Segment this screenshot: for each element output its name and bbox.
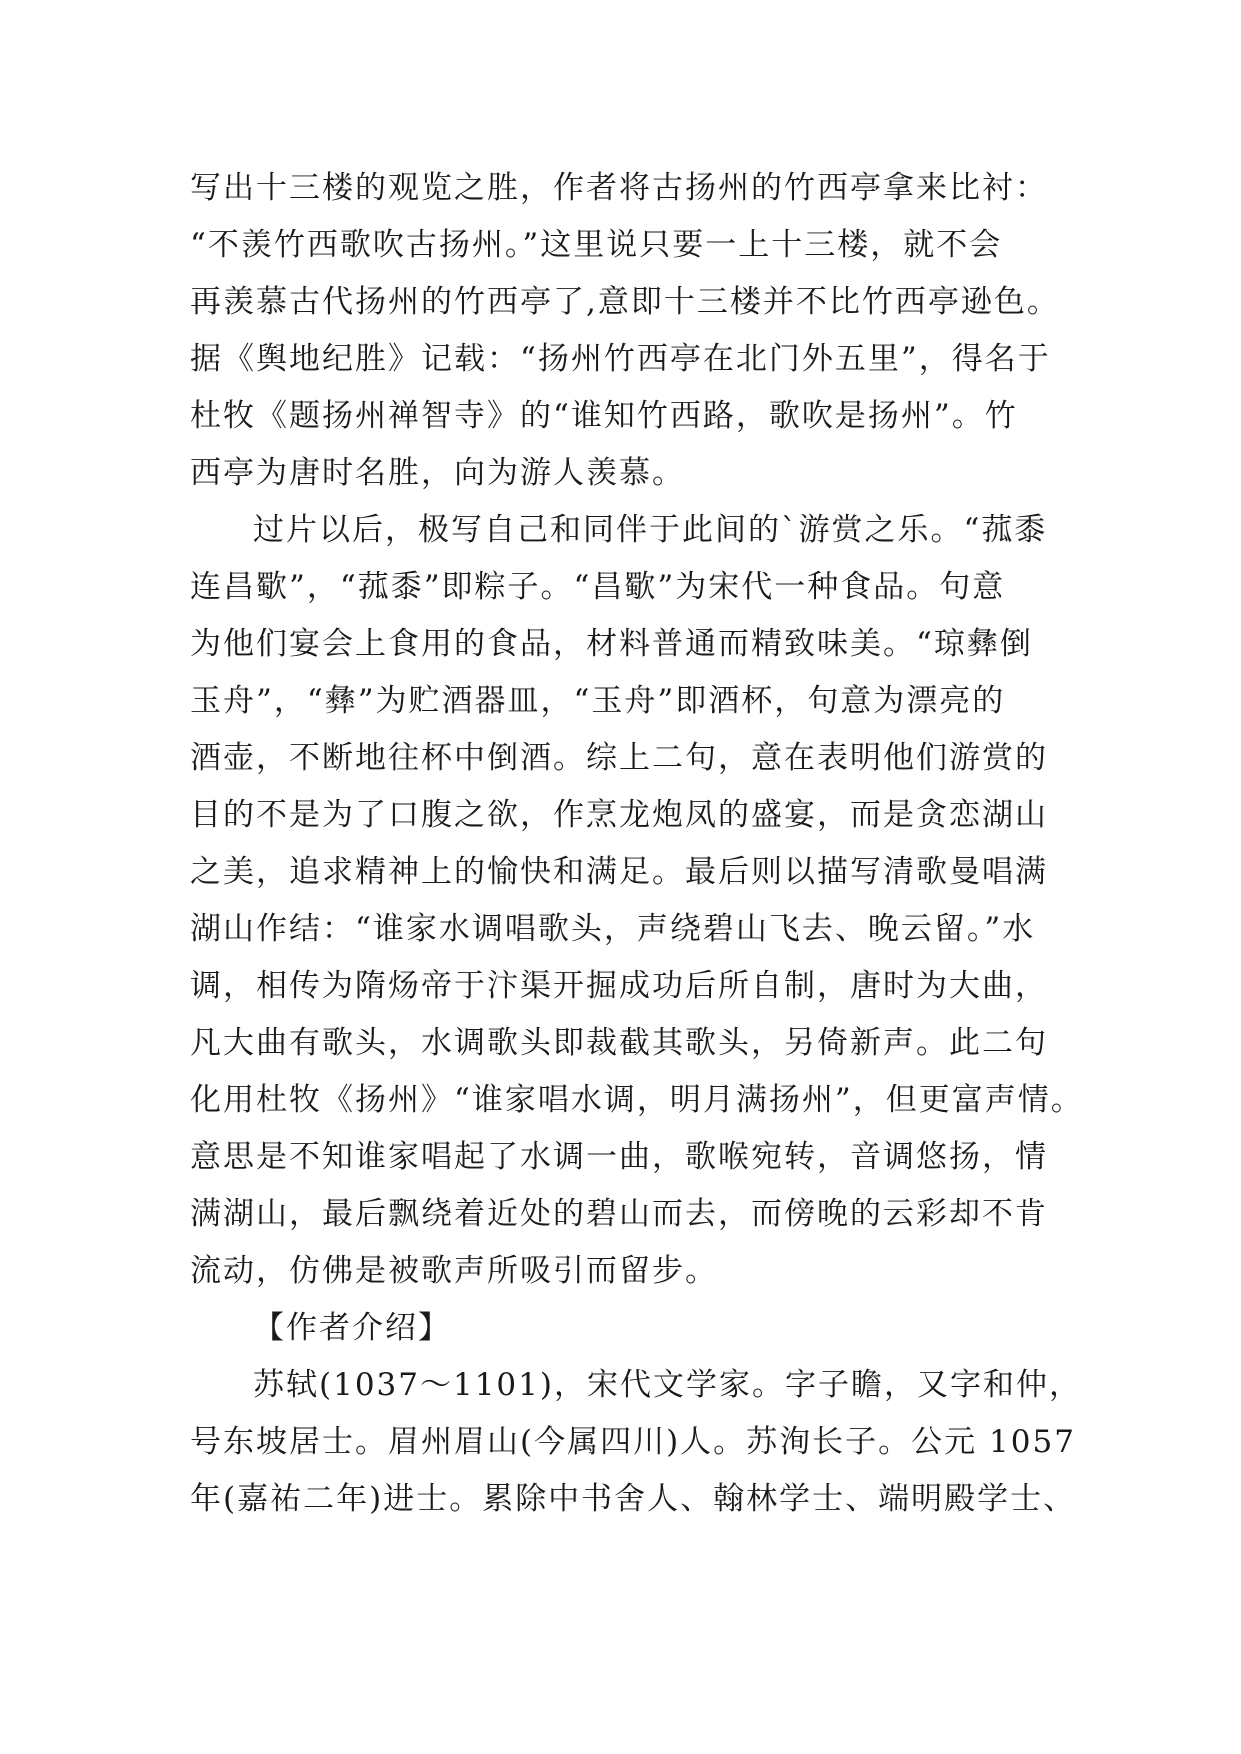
text-line: 玉舟”，“彝”为贮酒器皿，“玉舟”即酒杯，句意为漂亮的: [190, 683, 1006, 719]
text-line: 之美，追求精神上的愉快和满足。最后则以描写清歌曼唱满: [190, 854, 1048, 890]
text-line: 流动，仿佛是被歌声所吸引而留步。: [190, 1253, 718, 1289]
section-heading: 【作者介绍】: [253, 1310, 451, 1346]
text-line: 再羡慕古代扬州的竹西亭了,意即十三楼并不比竹西亭逊色。: [190, 284, 1060, 320]
text-line: 满湖山，最后飘绕着近处的碧山而去，而傍晚的云彩却不肯: [190, 1196, 1048, 1232]
text-line: 杜牧《题扬州禅智寺》的“谁知竹西路，歌吹是扬州”。竹: [190, 398, 1018, 434]
text-line: 号东坡居士。眉州眉山(今属四川)人。苏洵长子。公元 1057: [190, 1424, 1076, 1460]
paragraph-start-line: 过片以后，极写自己和同伴于此间的`游赏之乐。“菰黍: [253, 512, 1048, 548]
text-line: 酒壶，不断地往杯中倒酒。综上二句，意在表明他们游赏的: [190, 740, 1048, 776]
text-line: 为他们宴会上食用的食品，材料普通而精致味美。“琼彝倒: [190, 626, 1033, 662]
text-line: “不羡竹西歌吹古扬州。”这里说只要一上十三楼，就不会: [190, 227, 1003, 263]
text-line: 写出十三楼的观览之胜，作者将古扬州的竹西亭拿来比衬：: [190, 170, 1048, 206]
text-line: 据《舆地纪胜》记载：“扬州竹西亭在北门外五里”，得名于: [190, 341, 1051, 377]
body-text: [190, 160, 1090, 1528]
text-line: 湖山作结：“谁家水调唱歌头，声绕碧山飞去、晚云留。”水: [190, 911, 1036, 947]
text-line: 西亭为唐时名胜，向为游人羡慕。: [190, 455, 685, 491]
text-line: 意思是不知谁家唱起了水调一曲，歌喉宛转，音调悠扬，情: [190, 1139, 1048, 1175]
text-line: 化用杜牧《扬州》“谁家唱水调，明月满扬州”，但更富声情。: [190, 1082, 1084, 1118]
paragraph-start-line: 苏轼(1037～1101)，宋代文学家。字子瞻，又字和仲，: [253, 1367, 1082, 1403]
text-line: 连昌歜”，“菰黍”即粽子。“昌歜”为宋代一种食品。句意: [190, 569, 1006, 605]
text-line: 调，相传为隋炀帝于汴渠开掘成功后所自制，唐时为大曲，: [190, 968, 1048, 1004]
text-line: 凡大曲有歌头，水调歌头即裁截其歌头，另倚新声。此二句: [190, 1025, 1048, 1061]
text-line: 年(嘉祐二年)进士。累除中书舍人、翰林学士、端明殿学士、: [190, 1481, 1077, 1517]
text-line: 目的不是为了口腹之欲，作烹龙炮凤的盛宴，而是贪恋湖山: [190, 797, 1048, 833]
